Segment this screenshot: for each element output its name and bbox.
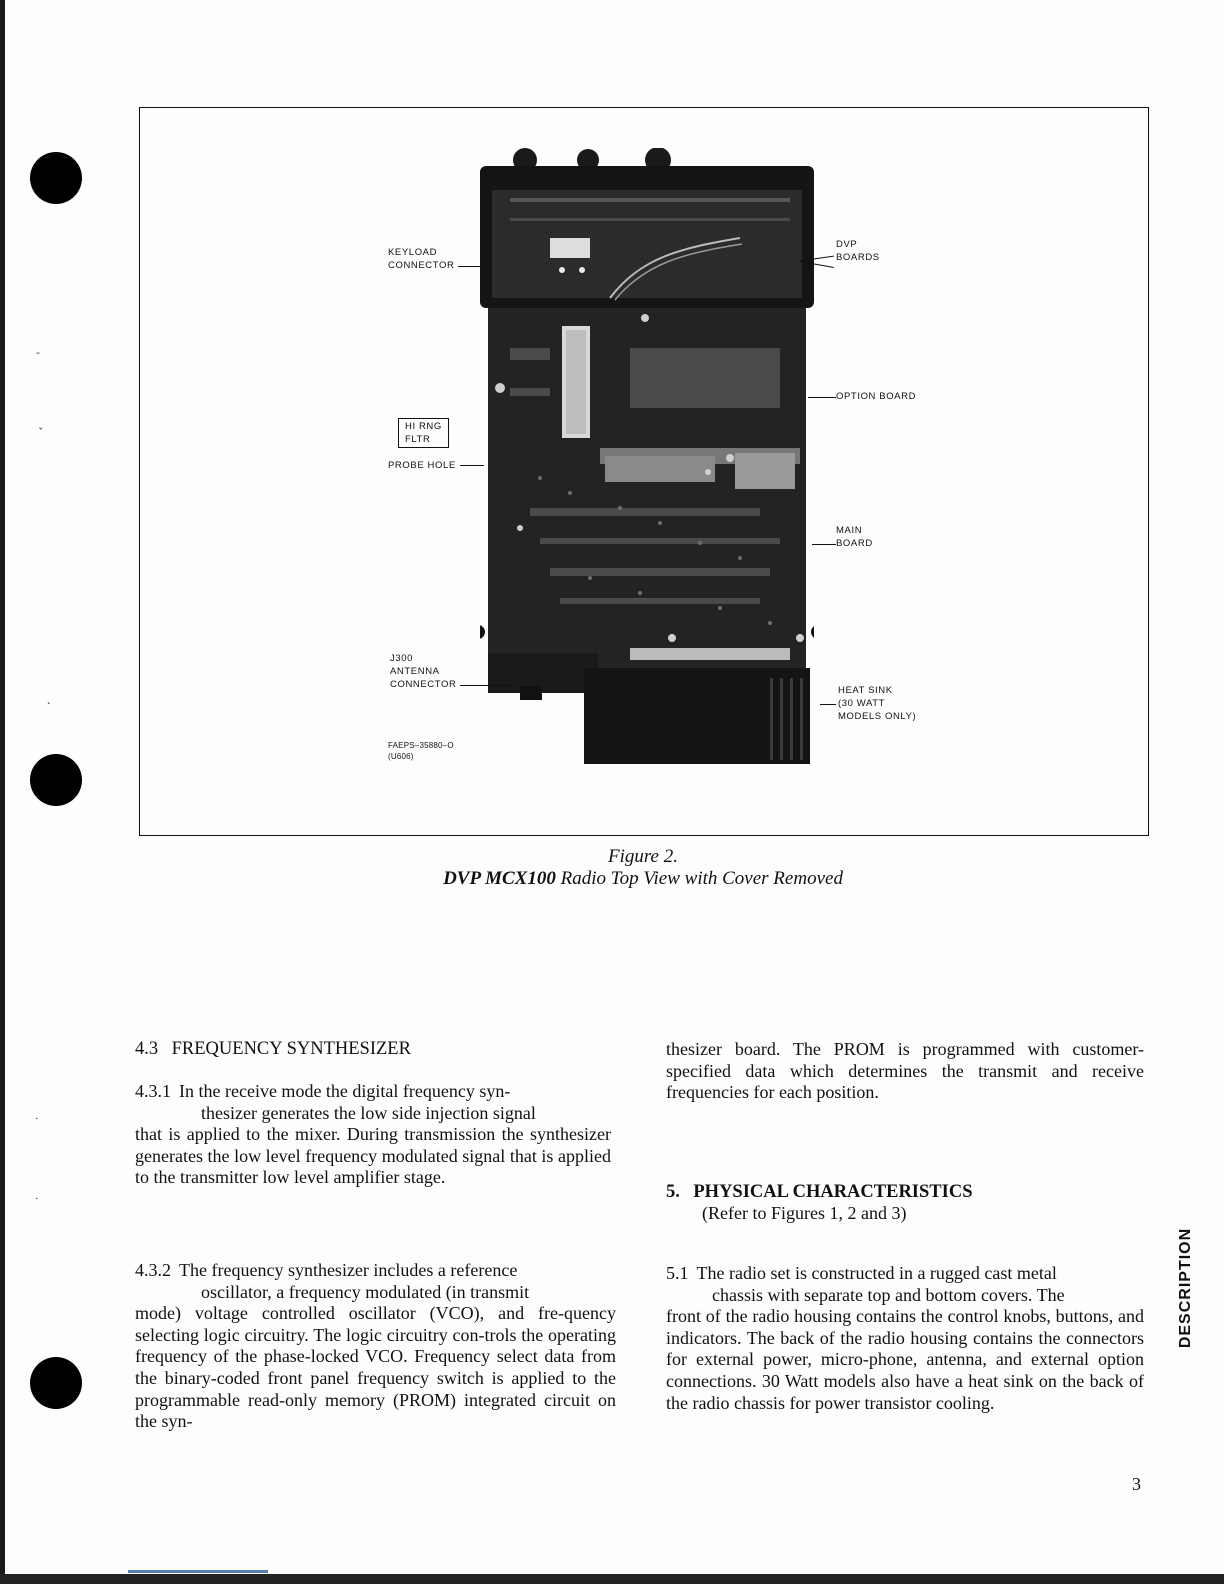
leader-line	[458, 266, 482, 267]
leader-line	[820, 704, 836, 705]
punch-hole-bottom	[30, 1357, 82, 1409]
paragraph-4-3-1	[135, 1081, 611, 1189]
section-title: FREQUENCY SYNTHESIZER	[171, 1039, 411, 1059]
side-tab-label: DESCRIPTION	[1177, 1227, 1194, 1349]
section-title: PHYSICAL CHARACTERISTICS	[693, 1182, 973, 1202]
scan-speck: ‐	[36, 346, 40, 359]
leader-line	[808, 397, 836, 398]
caption-model-name: DVP MCX100	[443, 868, 556, 889]
figure-frame	[139, 107, 1149, 836]
bottom-rule-accent	[128, 1570, 268, 1573]
paragraph-text: chassis with separate top and bottom covers. The	[712, 1284, 1065, 1305]
paragraph-text: oscillator, a frequency modulated (in transmit	[201, 1281, 530, 1302]
leader-line	[460, 685, 516, 686]
leader-line	[812, 544, 836, 545]
section-number: 5.	[666, 1182, 680, 1202]
figure-reference-code: FAEPS–35880–O (U606)	[388, 741, 454, 761]
bottom-rule	[0, 1574, 1224, 1584]
callout-probe-hole: PROBE HOLE	[388, 460, 456, 471]
radio-top-view-photo	[480, 148, 814, 768]
punch-hole-top	[30, 152, 82, 204]
paragraph-text: thesizer board. The PROM is programmed with customer-specified data which determines the transmit and receive frequencies for each position.	[666, 1039, 1144, 1103]
scan-speck: ˇ	[38, 426, 44, 439]
callout-j300-antenna-connector: J300 ANTENNA CONNECTOR	[390, 653, 457, 690]
paragraph-text: The radio set is constructed in a rugged cast metal	[696, 1263, 1057, 1283]
callout-hi-rng-fltr: HI RNG FLTR	[398, 418, 449, 448]
paragraph-number: 5.1	[666, 1263, 689, 1283]
figure-caption-title	[139, 867, 1147, 891]
section-heading-4-3	[135, 1038, 611, 1061]
paragraph-5-1	[666, 1263, 1144, 1414]
binding-edge	[0, 0, 5, 1584]
paragraph-text: front of the radio housing contains the control knobs, buttons, and indicators. The back of the radio housing contains the connectors for external power, micro-phone, antenna, and external option connections. 30 Watt models also have a heat sink on the back of the radio chassis for power transistor cooling.	[666, 1306, 1144, 1413]
caption-description: Radio Top View with Cover Removed	[555, 868, 843, 889]
punch-hole-middle	[30, 754, 82, 806]
callout-keyload-connector: KEYLOAD CONNECTOR	[388, 247, 455, 271]
leader-line	[460, 465, 484, 466]
scan-speck: ˛	[46, 692, 52, 705]
callout-heat-sink: HEAT SINK (30 WATT MODELS ONLY)	[838, 685, 917, 722]
section-number: 4.3	[135, 1039, 159, 1059]
paragraph-text: mode) voltage controlled oscillator (VCO), and fre-quency selecting logic circuitry. The logic circuitry con-trols the operating frequency of the phase-locked VCO. Frequency select data from the binary-coded front panel frequency switch is applied to the programmable read-only memory (PROM) integrated circuit on the syn-	[135, 1303, 616, 1432]
side-tab-description	[1166, 1226, 1206, 1350]
paragraph-continuation	[666, 1039, 1144, 1104]
paragraph-number: 4.3.2	[135, 1260, 171, 1280]
paragraph-text: The frequency synthesizer includes a reference	[179, 1260, 518, 1280]
section-heading-5	[666, 1181, 1144, 1204]
callout-main-board: MAIN BOARD	[836, 525, 873, 549]
paragraph-4-3-2	[135, 1260, 616, 1433]
paragraph-number: 4.3.1	[135, 1081, 171, 1101]
scan-speck: ˙	[34, 1116, 40, 1129]
scan-speck: ˙	[34, 1196, 40, 1209]
paragraph-text: In the receive mode the digital frequency syn-	[179, 1081, 511, 1101]
paragraph-text: thesizer generates the low side injection signal	[201, 1102, 536, 1123]
paragraph-text: that is applied to the mixer. During transmission the synthesizer generates the low level frequency modulated signal that is applied to the transmitter low level amplifier stage.	[135, 1124, 611, 1188]
section-subtitle: (Refer to Figures 1, 2 and 3)	[702, 1203, 907, 1223]
page-number: 3	[1132, 1474, 1141, 1494]
callout-dvp-boards: DVP BOARDS	[836, 239, 880, 263]
figure-caption-number: Figure 2.	[607, 846, 678, 867]
callout-option-board: OPTION BOARD	[836, 391, 917, 402]
